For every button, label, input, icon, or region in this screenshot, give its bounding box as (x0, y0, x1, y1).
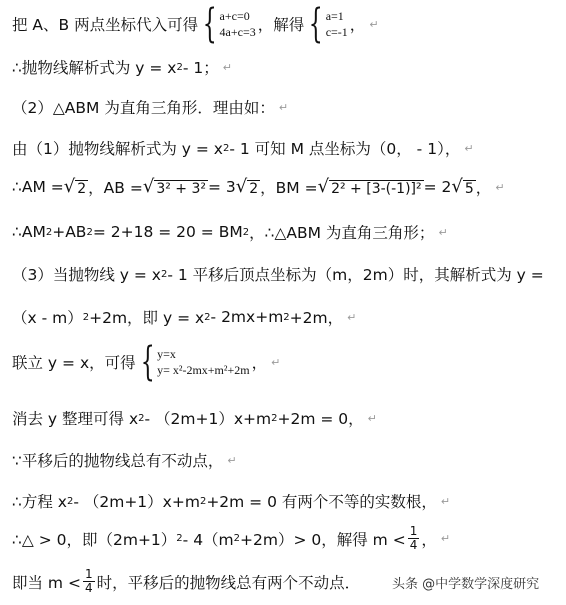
line-part2-heading (12, 96, 288, 118)
equation-row: a+c=0 (219, 9, 250, 23)
superscript: 2 (242, 226, 250, 238)
text: +2m，即 y = x (89, 309, 205, 327)
superscript: 2 (82, 311, 90, 323)
text: ， (475, 179, 492, 197)
radical-icon: √ (451, 175, 463, 197)
numerator: 1 (84, 567, 93, 581)
paragraph-mark-icon: ↵ (369, 17, 379, 31)
text: ∴抛物线解析式为 y = x (12, 59, 177, 77)
paragraph-mark-icon: ↵ (222, 60, 232, 74)
superscript: 2 (160, 268, 168, 280)
text: - （2m+1）x+m (144, 410, 272, 428)
denominator: 4 (84, 581, 93, 595)
line-discriminant (12, 525, 450, 552)
text: ， (421, 530, 437, 549)
paragraph-mark-icon: ↵ (367, 411, 377, 425)
radicand: 3² + 3² (156, 180, 206, 197)
numerator: 1 (409, 524, 418, 538)
paragraph-mark-icon: ↵ (347, 310, 357, 324)
superscript: 2 (176, 61, 183, 73)
paragraph-mark-icon: ↵ (438, 225, 448, 239)
brace-icon: { (308, 1, 323, 47)
text: +2m， (289, 309, 344, 327)
text: 把 A、B 两点坐标代入可得 (12, 16, 199, 34)
text: - 1 平移后顶点坐标为（m，2m）时，其解析式为 y = (167, 266, 544, 284)
radical-icon: √ (235, 175, 248, 197)
superscript: 2 (222, 142, 230, 154)
sqrt-expression (142, 175, 208, 197)
equation-row: a=1 (325, 9, 344, 23)
text: +2m）> 0，解得 m < (240, 530, 406, 549)
text: - 1 可知 M 点坐标为（0， - 1）， (229, 140, 461, 158)
superscript: 2 (199, 495, 207, 507)
paragraph-mark-icon: ↵ (464, 141, 474, 155)
text: 时，平移后的抛物线总有两个不动点． (96, 573, 361, 592)
radicand: 2 (249, 180, 259, 197)
line-point-m (12, 137, 474, 159)
paragraph-mark-icon: ↵ (495, 180, 505, 194)
superscript: 2 (176, 533, 183, 544)
radicand: 2 (77, 180, 87, 197)
line-substitute-coordinates (12, 1, 379, 47)
superscript: 2 (45, 226, 53, 238)
brace-icon: { (202, 1, 217, 47)
radicand: 2² + [3-(-1)]² (331, 180, 422, 197)
equation-row: y=x (157, 347, 176, 361)
radical-icon: √ (142, 175, 155, 197)
line-fixed-point-condition (12, 449, 237, 471)
text: - （2m+1）x+m (73, 493, 200, 511)
equation-system-2 (306, 1, 348, 47)
text: （2）△ABM 为直角三角形．理由如： (12, 99, 275, 117)
radical-icon: √ (63, 175, 76, 197)
paragraph-mark-icon: ↵ (440, 494, 451, 508)
equation-row: y= x²-2mx+m²+2m (157, 363, 250, 377)
superscript: 2 (233, 533, 241, 544)
text: = 3 (207, 178, 236, 196)
text: 由（1）抛物线解析式为 y = x (12, 140, 223, 158)
line-simultaneous-equations (12, 339, 281, 385)
text: +AB (52, 223, 87, 241)
line-part3-translation (12, 263, 544, 285)
paragraph-mark-icon: ↵ (440, 532, 451, 545)
fraction (83, 568, 95, 595)
line-translated-expression (12, 306, 356, 328)
line-parabola-expression (12, 56, 232, 78)
line-pythagorean-check (12, 221, 448, 243)
paragraph-mark-icon: ↵ (278, 100, 289, 114)
text: 消去 y 整理可得 x (12, 410, 139, 428)
denominator: 4 (409, 538, 418, 552)
text: ，∴△ABM 为直角三角形； (249, 224, 435, 242)
text: ∴AM (12, 223, 46, 241)
line-conclusion (12, 568, 360, 595)
text: ， (251, 354, 268, 372)
line-eliminate-y (12, 407, 377, 429)
text: 即当 m < (12, 573, 81, 592)
superscript: 2 (86, 226, 93, 238)
text: ，BM = (260, 179, 318, 197)
sqrt-expression (451, 175, 475, 197)
superscript: 2 (204, 311, 211, 323)
equation-system-3 (138, 339, 250, 385)
radical-icon: √ (317, 175, 330, 197)
text: - 4（m (182, 530, 234, 549)
watermark: 头条 @中学数学深度研究 (392, 573, 539, 592)
superscript: 2 (283, 311, 290, 323)
text: +2m = 0 有两个不等的实数根， (206, 493, 437, 511)
text: ∴△ > 0，即（2m+1） (12, 530, 177, 549)
equation-row: 4a+c=3 (219, 25, 256, 39)
equation-row: c=-1 (325, 25, 348, 39)
sqrt-expression (235, 175, 260, 197)
text: （x - m） (12, 309, 83, 327)
text: （3）当抛物线 y = x (12, 266, 161, 284)
text: ， (349, 16, 366, 34)
sqrt-expression (63, 175, 88, 197)
brace-icon: { (140, 339, 155, 385)
superscript: 2 (66, 495, 74, 507)
text: ∵平移后的抛物线总有不动点， (12, 452, 224, 470)
superscript: 2 (138, 412, 145, 424)
text: ，解得 (257, 16, 305, 34)
text: 联立 y = x，可得 (12, 354, 136, 372)
equation-system-1 (200, 1, 256, 47)
text: = 2+18 = 20 = BM (92, 223, 243, 241)
text: ∴方程 x (12, 493, 67, 511)
line-two-roots (12, 490, 450, 512)
text: ∴AM = (12, 178, 64, 196)
fraction (408, 525, 420, 552)
paragraph-mark-icon: ↵ (227, 453, 237, 467)
paragraph-mark-icon: ↵ (271, 355, 281, 369)
radicand: 5 (464, 180, 474, 197)
superscript: 2 (271, 412, 278, 424)
text: +2m = 0， (277, 410, 364, 428)
text: - 2mx+m (210, 308, 284, 326)
text: - 1； (182, 59, 219, 77)
text: = 2 (423, 178, 452, 196)
sqrt-expression (317, 175, 424, 197)
line-side-lengths (12, 176, 505, 198)
text: ，AB = (88, 179, 143, 197)
